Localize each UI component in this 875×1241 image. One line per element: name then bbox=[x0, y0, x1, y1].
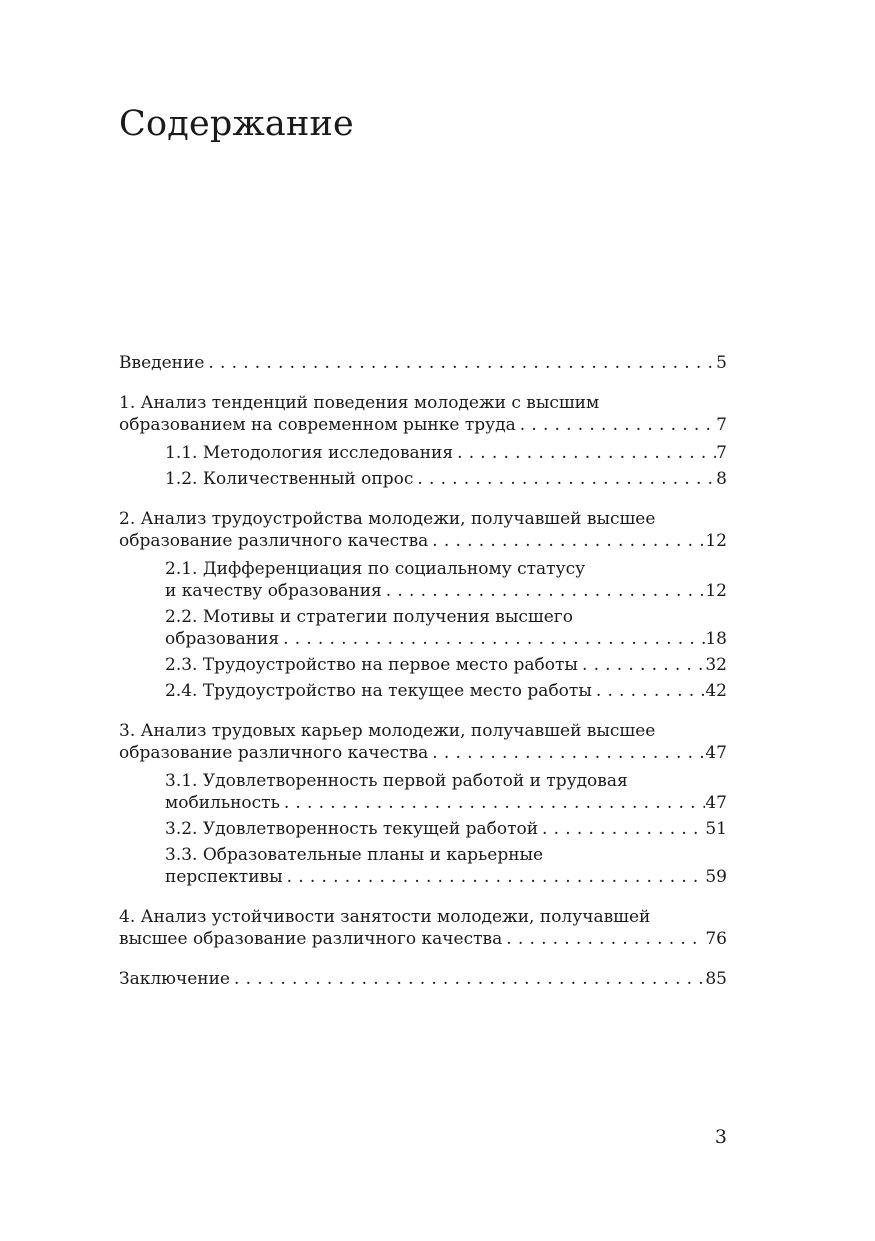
toc-entry-label: образования bbox=[165, 629, 280, 649]
dot-leader bbox=[502, 928, 705, 950]
toc-entry-section-2-1[interactable] bbox=[165, 558, 727, 602]
toc-entry-label-line: 1. Анализ тенденций поведения молодежи с высшим bbox=[119, 393, 600, 413]
toc-page-number: 47 bbox=[705, 743, 727, 763]
toc-entry-label: образование различного качества bbox=[119, 531, 429, 551]
toc-page-number: 7 bbox=[716, 415, 727, 435]
toc-page-number: 12 bbox=[705, 531, 727, 551]
toc-entry-conclusion[interactable] bbox=[119, 968, 727, 990]
toc-page-number: 18 bbox=[705, 629, 727, 649]
toc-entry-label-line: 3. Анализ трудовых карьер молодежи, получавшей высшее bbox=[119, 721, 656, 741]
dot-leader bbox=[516, 414, 716, 436]
toc-page-number: 51 bbox=[705, 819, 727, 839]
toc-entry-label: мобильность bbox=[165, 793, 280, 813]
toc-entry-label-line: 2.2. Мотивы и стратегии получения высшего bbox=[165, 607, 573, 627]
toc-entry-section-2-2[interactable] bbox=[165, 606, 727, 650]
toc-entry-chapter-3[interactable] bbox=[119, 720, 727, 764]
toc-page-number: 12 bbox=[705, 581, 727, 601]
toc-entry-introduction[interactable] bbox=[119, 352, 727, 374]
dot-leader bbox=[538, 818, 705, 840]
dot-leader bbox=[204, 352, 716, 374]
toc-page-number: 76 bbox=[705, 929, 727, 949]
table-of-contents bbox=[119, 352, 727, 990]
dot-leader bbox=[428, 742, 705, 764]
toc-entry-section-3-3[interactable] bbox=[165, 844, 727, 888]
page-number: 3 bbox=[714, 1126, 727, 1148]
dot-leader bbox=[230, 968, 705, 990]
toc-entry-section-3-2[interactable] bbox=[165, 818, 727, 840]
toc-entry-label: и качеству образования bbox=[165, 581, 382, 601]
toc-entry-label: образованием на современном рынке труда bbox=[119, 415, 516, 435]
toc-entry-label: 3.2. Удовлетворенность текущей работой bbox=[165, 819, 539, 839]
toc-entry-chapter-1[interactable] bbox=[119, 392, 727, 436]
toc-entry-label: Введение bbox=[119, 353, 205, 373]
dot-leader bbox=[279, 628, 705, 650]
toc-entry-section-3-1[interactable] bbox=[165, 770, 727, 814]
toc-page-number: 42 bbox=[705, 681, 727, 701]
toc-entry-label: 1.2. Количественный опрос bbox=[165, 469, 414, 489]
toc-entry-label-line: 4. Анализ устойчивости занятости молодежи, получавшей bbox=[119, 907, 651, 927]
toc-entry-label-line: 3.1. Удовлетворенность первой работой и трудовая bbox=[165, 771, 628, 791]
dot-leader bbox=[578, 654, 705, 676]
toc-page-number: 59 bbox=[705, 867, 727, 887]
toc-entry-section-2-3[interactable] bbox=[165, 654, 727, 676]
toc-page-number: 47 bbox=[705, 793, 727, 813]
dot-leader bbox=[428, 530, 705, 552]
dot-leader bbox=[413, 468, 716, 490]
dot-leader bbox=[453, 442, 716, 464]
toc-entry-chapter-4[interactable] bbox=[119, 906, 727, 950]
dot-leader bbox=[283, 866, 706, 888]
dot-leader bbox=[280, 792, 706, 814]
toc-entry-section-2-4[interactable] bbox=[165, 680, 727, 702]
dot-leader bbox=[382, 580, 706, 602]
toc-entry-label: 1.1. Методология исследования bbox=[165, 443, 454, 463]
toc-entry-label-line: 3.3. Образовательные планы и карьерные bbox=[165, 845, 544, 865]
toc-page-number: 8 bbox=[716, 469, 727, 489]
toc-entry-chapter-2[interactable] bbox=[119, 508, 727, 552]
toc-entry-section-1-1[interactable] bbox=[165, 442, 727, 464]
page-title: Содержание bbox=[119, 104, 354, 144]
toc-entry-label: 2.4. Трудоустройство на текущее место работы bbox=[165, 681, 592, 701]
toc-entry-label: 2.3. Трудоустройство на первое место работы bbox=[165, 655, 578, 675]
dot-leader bbox=[592, 680, 706, 702]
toc-page-number: 32 bbox=[705, 655, 727, 675]
toc-entry-label: высшее образование различного качества bbox=[119, 929, 503, 949]
toc-entry-label: образование различного качества bbox=[119, 743, 429, 763]
toc-entry-label: Заключение bbox=[119, 969, 230, 989]
toc-entry-label-line: 2. Анализ трудоустройства молодежи, получавшей высшее bbox=[119, 509, 656, 529]
toc-page-number: 7 bbox=[716, 443, 727, 463]
toc-entry-label-line: 2.1. Дифференциация по социальному статусу bbox=[165, 559, 586, 579]
toc-page-number: 85 bbox=[705, 969, 727, 989]
toc-entry-section-1-2[interactable] bbox=[165, 468, 727, 490]
toc-page-number: 5 bbox=[716, 353, 727, 373]
toc-entry-label: перспективы bbox=[165, 867, 283, 887]
